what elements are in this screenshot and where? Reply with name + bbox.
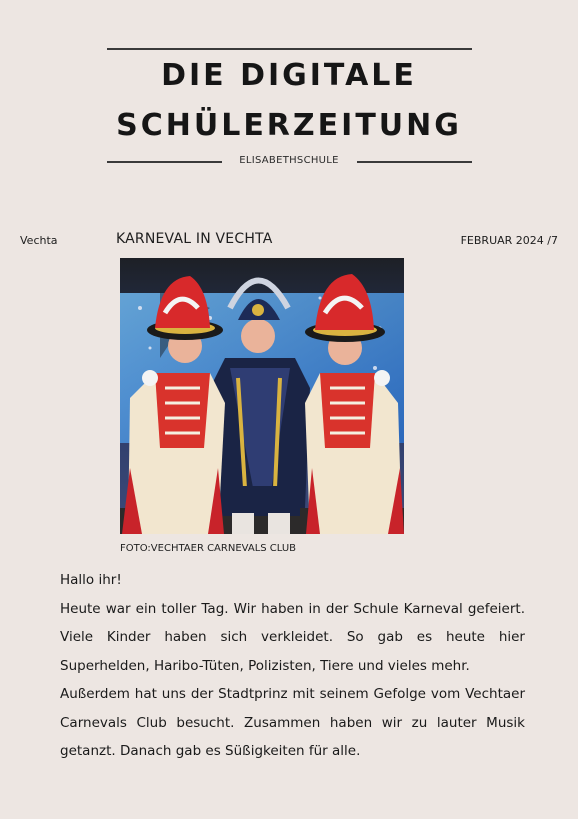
top-rule — [107, 48, 472, 50]
school-name: ELISABETHSCHULE — [239, 155, 339, 166]
newspaper-title-line1: DIE DIGITALE — [161, 58, 417, 93]
newspaper-title-line2: SCHÜLERZEITUNG — [116, 108, 462, 143]
photo-caption: FOTO:VECHTAER CARNEVALS CLUB — [120, 543, 297, 554]
issue-date: FEBRUAR 2024 /7 — [460, 234, 558, 247]
article-paragraph-2: Außerdem hat uns der Stadtprinz mit seinem Gefolge vom Vechtaer Carnevals Club besucht. Zusammen haben wir zu lauter Musik getanzt. Danach gab es Süßigkeiten für alle. — [60, 686, 525, 759]
article-location: Vechta — [20, 234, 58, 247]
article-photo — [120, 258, 404, 534]
article-greeting: Hallo ihr! — [60, 572, 122, 588]
article-paragraph-1: Heute war ein toller Tag. Wir haben in der Schule Karneval gefeiert. Viele Kinder haben sich verkleidet. So gab es heute hier Superhelden, Haribo-Tüten, Polizisten, Tiere und vieles mehr. — [60, 600, 525, 674]
article-headline: KARNEVAL IN VECHTA — [116, 231, 273, 247]
article-body — [60, 566, 525, 766]
subtitle-rule-right — [357, 161, 472, 163]
